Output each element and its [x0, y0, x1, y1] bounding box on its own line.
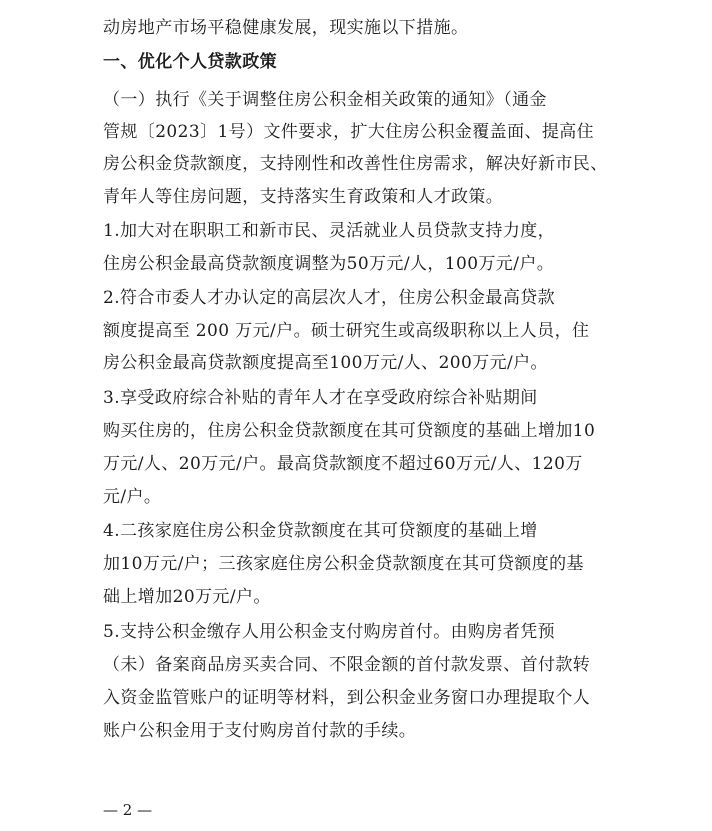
body-text-line: 额度提高至 200 万元/户。硕士研究生或高级职称以上人员，住: [103, 321, 590, 341]
body-text-line: 入资金监管账户的证明等材料，到公积金业务窗口办理提取个人: [103, 688, 591, 708]
page-number: — 2 —: [103, 801, 153, 819]
body-text-line: 房公积金最高贷款额度提高至100万元/人、200万元/户。: [103, 353, 548, 373]
body-text-line: （一）执行《关于调整住房公积金相关政策的通知》（通金: [103, 90, 547, 110]
section-heading: 一、优化个人贷款政策: [103, 52, 277, 72]
body-text-line: 加10万元/户；三孩家庭住房公积金贷款额度在其可贷额度的基: [103, 554, 584, 574]
body-text-line: 管规〔2023〕1号）文件要求，扩大住房公积金覆盖面、提高住: [103, 122, 595, 142]
body-text-line: 账户公积金用于支付购房首付款的手续。: [103, 721, 417, 741]
body-text-line: 4.二孩家庭住房公积金贷款额度在其可贷额度的基础上增: [103, 521, 538, 541]
body-text-line: 2.符合市委人才办认定的高层次人才，住房公积金最高贷款: [103, 288, 556, 308]
body-text-line: 动房地产市场平稳健康发展，现实施以下措施。: [103, 18, 469, 38]
body-text-line: （未）备案商品房买卖合同、不限金额的首付款发票、首付款转: [103, 655, 591, 675]
body-text-line: 5.支持公积金缴存人用公积金支付购房首付。由购房者凭预: [103, 622, 556, 642]
body-text-line: 万元/人、20万元/户。最高贷款额度不超过60万元/人、120万: [103, 454, 583, 474]
body-text-line: 房公积金贷款额度，支持刚性和改善性住房需求，解决好新市民、: [103, 154, 608, 174]
body-text-line: 购买住房的，住房公积金贷款额度在其可贷额度的基础上增加10: [103, 421, 596, 441]
body-text-line: 3.享受政府综合补贴的青年人才在享受政府综合补贴期间: [103, 388, 538, 408]
body-text-line: 元/户。: [103, 487, 162, 507]
body-text-line: 住房公积金最高贷款额度调整为50万元/人，100万元/户。: [103, 254, 555, 274]
body-text-line: 1.加大对在职职工和新市民、灵活就业人员贷款支持力度，: [103, 221, 556, 241]
body-text-line: 青年人等住房问题，支持落实生育政策和人才政策。: [103, 187, 504, 207]
body-text-line: 础上增加20万元/户。: [103, 587, 271, 607]
